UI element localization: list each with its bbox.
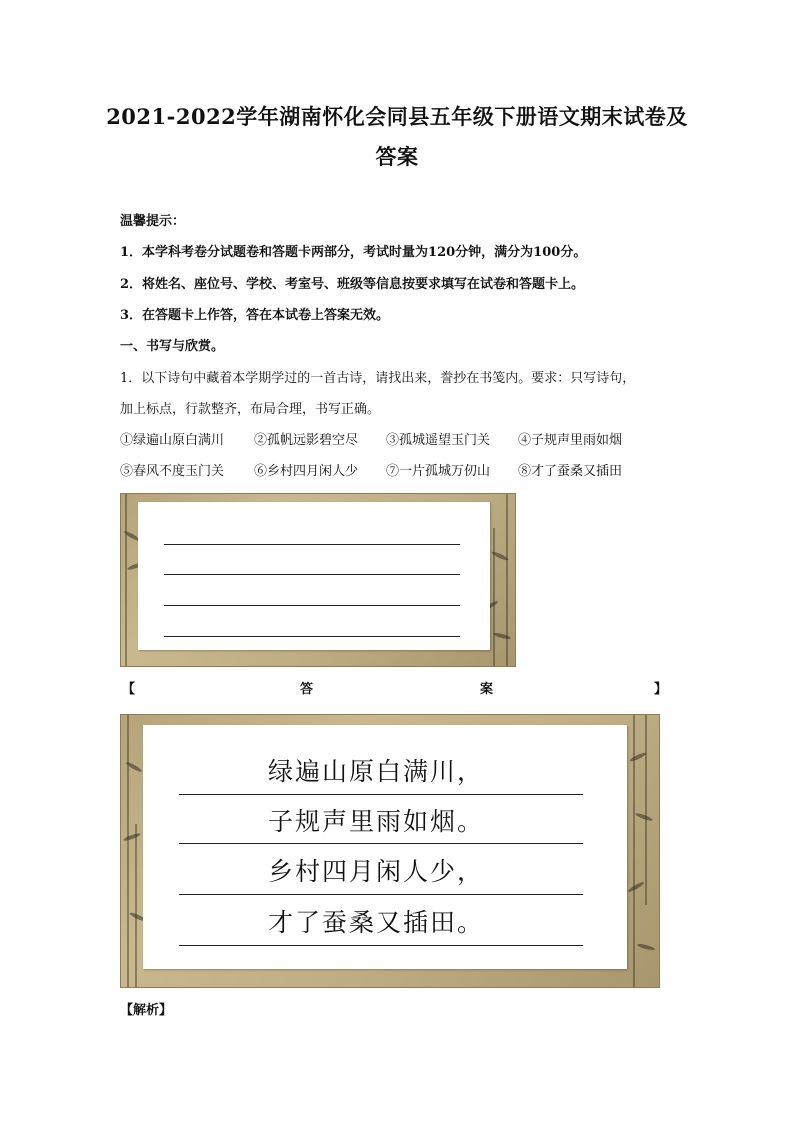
section-heading: 一、书写与欣赏。: [120, 339, 225, 354]
option-item: ⑧才了蚕桑又插田: [518, 464, 623, 479]
writing-line: [164, 574, 460, 575]
bracket-right: 】: [654, 682, 668, 697]
writing-line: [179, 794, 583, 795]
letter-paper-blank: [120, 493, 516, 667]
handwritten-line: 才了蚕桑又插田。: [268, 908, 485, 937]
handwritten-line: 绿遍山原白满川，: [268, 757, 485, 786]
writing-line: [164, 636, 460, 637]
bracket-left: 【: [122, 682, 136, 697]
page-title: [100, 97, 694, 177]
option-item: ⑤春风不度玉门关: [120, 464, 225, 479]
handwritten-line: 子规声里雨如烟。: [268, 807, 485, 836]
letter-sheet: [138, 502, 490, 650]
options-row: [120, 463, 640, 481]
handwritten-line: 乡村四月闲人少，: [268, 857, 485, 886]
option-item: ④子规声里雨如烟: [518, 433, 623, 448]
answer-heading: [120, 681, 668, 699]
tips-heading: 温馨提示：: [120, 214, 186, 229]
letter-paper-answer: [120, 714, 660, 988]
title-line-1: 2021-2022学年湖南怀化会同县五年级下册语文期末试卷及: [106, 104, 688, 129]
writing-line: [164, 605, 460, 606]
question-text: 1．以下诗句中藏着本学期学过的一首古诗，请找出来，誊抄在书笺内。要求：只写诗句，: [120, 371, 636, 386]
option-item: ①绿遍山原白满川: [120, 433, 225, 448]
options-row: [120, 432, 640, 450]
option-item: ⑥乡村四月闲人少: [254, 464, 359, 479]
writing-line: [179, 894, 583, 895]
answer-label-2: 案: [480, 682, 494, 697]
answer-label-1: 答: [300, 682, 314, 697]
writing-line: [179, 945, 583, 946]
option-item: ③孤城遥望玉门关: [386, 433, 491, 448]
tip-item: 2．将姓名、座位号、学校、考室号、班级等信息按要求填写在试卷和答题卡上。: [120, 277, 585, 292]
option-item: ②孤帆远影碧空尽: [254, 433, 359, 448]
tip-item: 3．在答题卡上作答，答在本试卷上答案无效。: [120, 308, 390, 323]
writing-line: [164, 544, 460, 545]
writing-line: [179, 843, 583, 844]
analysis-heading: 【解析】: [120, 1003, 173, 1018]
tip-item: 1．本学科考卷分试题卷和答题卡两部分，考试时量为120分钟，满分为100分。: [120, 245, 587, 260]
question-text: 加上标点，行款整齐，布局合理，书写正确。: [120, 402, 381, 417]
option-item: ⑦一片孤城万仞山: [386, 464, 491, 479]
title-line-2: 答案: [375, 144, 419, 169]
